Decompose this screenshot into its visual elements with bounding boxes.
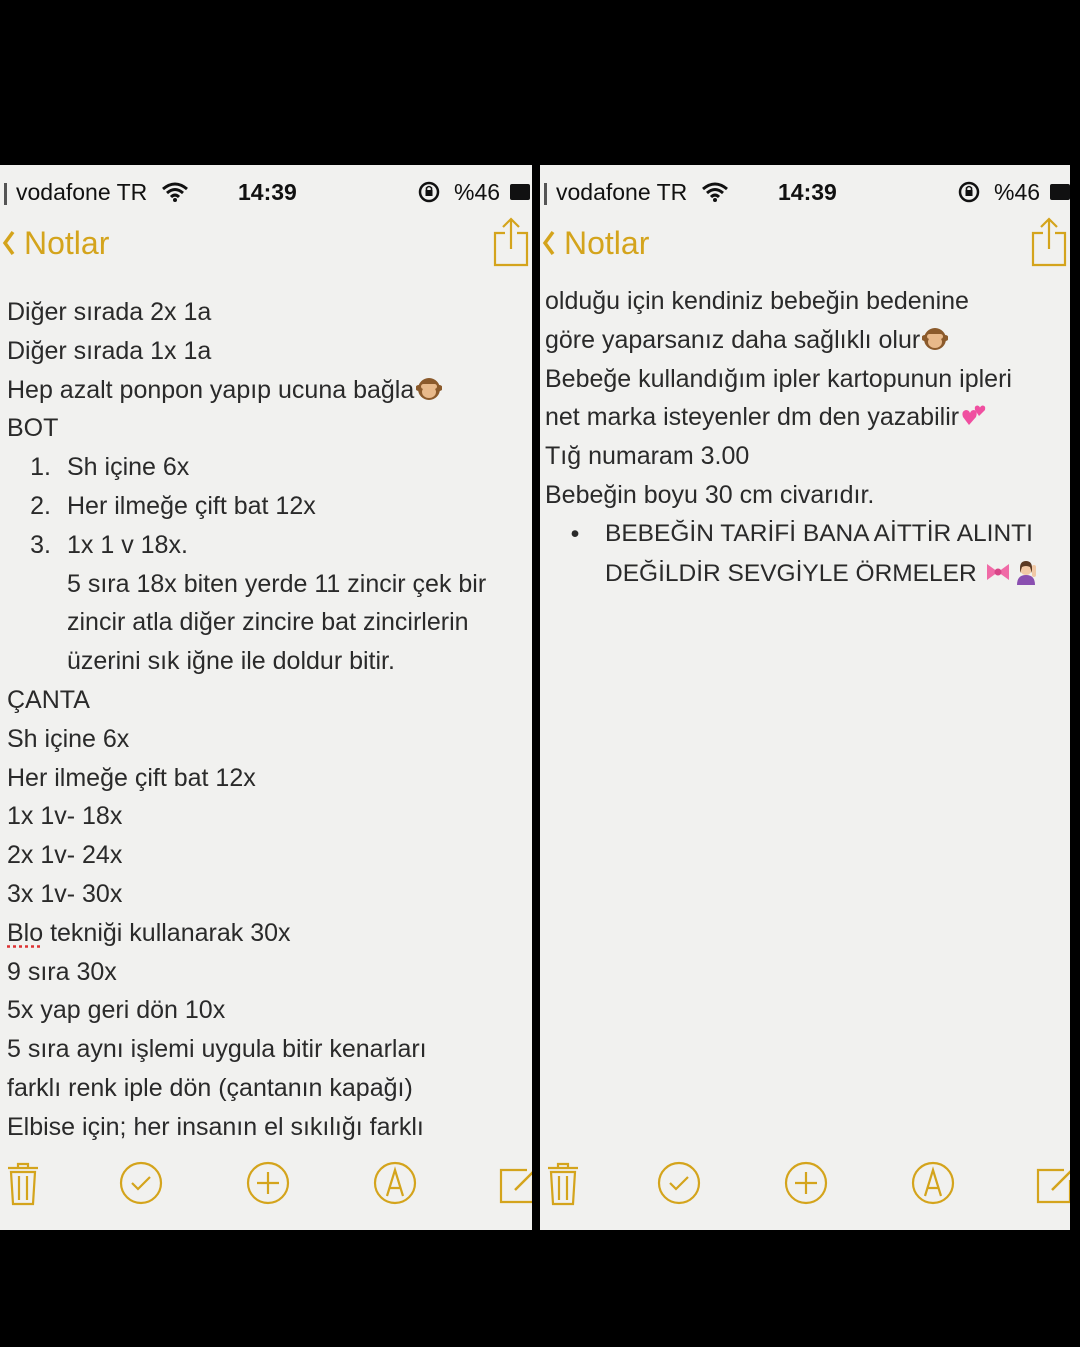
see-no-evil-monkey-emoji bbox=[416, 376, 442, 402]
note-line bbox=[545, 554, 1064, 594]
note-line: 3x 1v- 30x bbox=[7, 879, 123, 908]
note-line: Elbise için; her insanın el sıkılığı farklı bbox=[7, 1112, 424, 1141]
nav-bar bbox=[540, 223, 1070, 267]
carrier-label: vodafone TR bbox=[16, 179, 148, 205]
list-text: Sh içine 6x bbox=[67, 453, 190, 482]
right-notes-screen bbox=[540, 165, 1070, 1230]
note-line: 1x 1v- 18x bbox=[7, 802, 123, 831]
note-text: Hep azalt ponpon yapıp ucuna bağla bbox=[7, 375, 415, 404]
note-line: 9 sıra 30x bbox=[7, 957, 117, 986]
status-bar bbox=[0, 179, 532, 209]
carrier-label: vodafone TR bbox=[556, 179, 688, 205]
list-item bbox=[7, 448, 526, 487]
list-text: BEBEĞİN TARİFİ BANA AİTTİR ALINTI bbox=[605, 519, 1033, 547]
note-line: ÇANTA bbox=[7, 685, 90, 714]
checklist-icon[interactable] bbox=[656, 1160, 702, 1206]
battery-icon bbox=[510, 184, 530, 200]
list-text: Her ilmeğe çift bat 12x bbox=[67, 491, 316, 520]
wifi-icon bbox=[162, 181, 188, 203]
battery-percent: %46 bbox=[454, 179, 501, 205]
note-text: DEĞİLDİR SEVGİYLE ÖRMELER bbox=[605, 559, 977, 587]
list-bullet: • bbox=[570, 519, 580, 548]
signal-icon bbox=[544, 183, 547, 205]
markup-pen-icon[interactable] bbox=[910, 1160, 956, 1206]
two-hearts-emoji bbox=[961, 403, 987, 429]
note-line bbox=[545, 398, 1064, 437]
note-line: Bebeğe kullandığım ipler kartopunun ipleri bbox=[545, 364, 1012, 393]
share-icon[interactable] bbox=[1030, 215, 1068, 267]
list-item bbox=[545, 515, 1064, 554]
bottom-toolbar bbox=[540, 1160, 1070, 1210]
chevron-left-icon[interactable] bbox=[2, 229, 16, 257]
note-line: Tığ numaram 3.00 bbox=[545, 442, 750, 471]
note-line: 5x yap geri dön 10x bbox=[7, 996, 226, 1025]
note-line: Bebeğin boyu 30 cm civarıdır. bbox=[545, 480, 875, 509]
status-bar bbox=[540, 179, 1070, 209]
clock: 14:39 bbox=[778, 179, 837, 205]
note-line: 5 sıra aynı işlemi uygula bitir kenarları bbox=[7, 1035, 427, 1064]
trash-icon[interactable] bbox=[0, 1160, 46, 1206]
note-line: Her ilmeğe çift bat 12x bbox=[7, 763, 256, 792]
list-item bbox=[7, 487, 526, 526]
note-line: olduğu için kendiniz bebeğin bedenine bbox=[545, 287, 969, 315]
note-body[interactable] bbox=[7, 293, 526, 1147]
battery-icon bbox=[1050, 184, 1070, 200]
note-line: BOT bbox=[7, 414, 59, 443]
wifi-icon bbox=[702, 181, 728, 203]
note-line: farklı renk iple dön (çantanın kapağı) bbox=[7, 1073, 413, 1102]
note-line bbox=[7, 371, 526, 410]
trash-icon[interactable] bbox=[540, 1160, 586, 1206]
compose-icon[interactable] bbox=[1034, 1160, 1070, 1206]
battery-percent: %46 bbox=[994, 179, 1041, 205]
left-notes-screen bbox=[0, 165, 532, 1230]
bottom-toolbar bbox=[0, 1160, 532, 1210]
add-icon[interactable] bbox=[245, 1160, 291, 1206]
list-number: 2. bbox=[30, 491, 51, 520]
clock: 14:39 bbox=[238, 179, 297, 205]
note-line bbox=[7, 914, 526, 953]
rotation-lock-icon bbox=[418, 181, 440, 203]
note-line: 5 sıra 18x biten yerde 11 zincir çek bir bbox=[67, 569, 487, 598]
list-text: 1x 1 v 18x. bbox=[67, 530, 188, 559]
back-button-notlar[interactable]: Notlar bbox=[564, 225, 650, 261]
list-number: 3. bbox=[30, 530, 51, 559]
note-text: net marka isteyenler dm den yazabilir bbox=[545, 403, 960, 432]
note-line: Diğer sırada 1x 1a bbox=[7, 336, 212, 365]
note-line: Diğer sırada 2x 1a bbox=[7, 298, 212, 326]
note-line bbox=[545, 321, 1064, 360]
rotation-lock-icon bbox=[958, 181, 980, 203]
signal-icon bbox=[4, 183, 7, 205]
note-text: göre yaparsanız daha sağlıklı olur bbox=[545, 325, 921, 354]
note-line: zincir atla diğer zincire bat zincirlerin bbox=[67, 608, 469, 637]
list-number: 1. bbox=[30, 453, 51, 482]
ribbon-emoji bbox=[985, 559, 1011, 585]
note-line: 2x 1v- 24x bbox=[7, 841, 123, 870]
markup-pen-icon[interactable] bbox=[372, 1160, 418, 1206]
back-button-notlar[interactable]: Notlar bbox=[24, 225, 110, 261]
note-body[interactable] bbox=[545, 282, 1064, 593]
add-icon[interactable] bbox=[783, 1160, 829, 1206]
list-item bbox=[7, 526, 526, 565]
nav-bar bbox=[0, 223, 532, 267]
see-no-evil-monkey-emoji bbox=[922, 326, 948, 352]
note-text: tekniği kullanarak 30x bbox=[43, 918, 291, 947]
share-icon[interactable] bbox=[492, 215, 530, 267]
misspelled-word: Blo bbox=[7, 918, 44, 947]
note-line: Sh içine 6x bbox=[7, 724, 130, 753]
note-line: üzerini sık iğne ile doldur bitir. bbox=[67, 647, 395, 676]
chevron-left-icon[interactable] bbox=[542, 229, 556, 257]
person-raising-hand-emoji bbox=[1013, 559, 1039, 585]
checklist-icon[interactable] bbox=[118, 1160, 164, 1206]
compose-icon[interactable] bbox=[497, 1160, 532, 1206]
